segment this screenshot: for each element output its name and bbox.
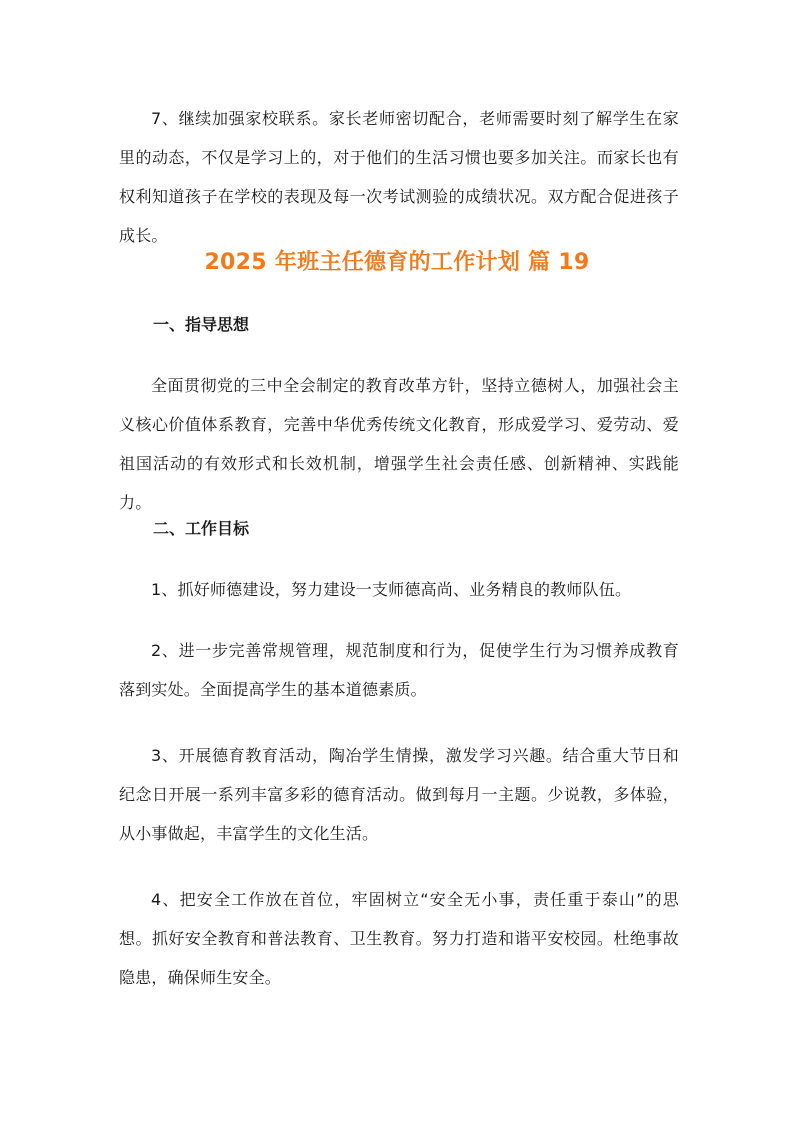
paragraph-goal-1: 1、抓好师德建设，努力建设一支师德高尚、业务精良的教师队伍。 [151,580,632,599]
paragraph-goal-4: 4、把安全工作放在首位，牢固树立“安全无小事，责任重于泰山”的思想。抓好安全教育和普法教育、卫生教育。努力打造和谐平安校园。杜绝事故隐患，确保师生安全。 [119,890,679,987]
paragraph-goal-2: 2、进一步完善常规管理，规范制度和行为，促使学生行为习惯养成教育落到实处。全面提高学生的基本道德素质。 [119,641,679,699]
paragraph-guiding-ideology: 全面贯彻党的三中全会制定的教育改革方针，坚持立德树人，加强社会主义核心价值体系教育，完善中华优秀传统文化教育，形成爱学习、爱劳动、爱祖国活动的有效形式和长效机制，增强学生社会责任感、创新精神、实践能力。 [119,376,679,512]
paragraph-item-7: 7、继续加强家校联系。家长老师密切配合，老师需要时刻了解学生在家里的动态，不仅是学习上的，对于他们的生活习惯也要多加关注。而家长也有权利知道孩子在学校的表现及每一次考试测验的成绩状况。双方配合促进孩子成长。 [119,109,679,245]
heading-work-goals: 二、工作目标 [153,519,250,538]
section-title: 2025 年班主任德育的工作计划 篇 19 [204,250,590,275]
heading-guiding-ideology: 一、指导思想 [153,315,250,334]
paragraph-goal-3: 3、开展德育教育活动，陶冶学生情操，激发学习兴趣。结合重大节日和纪念日开展一系列丰富多彩的德育活动。做到每月一主题。少说教，多体验，从小事做起，丰富学生的文化生活。 [119,746,679,843]
